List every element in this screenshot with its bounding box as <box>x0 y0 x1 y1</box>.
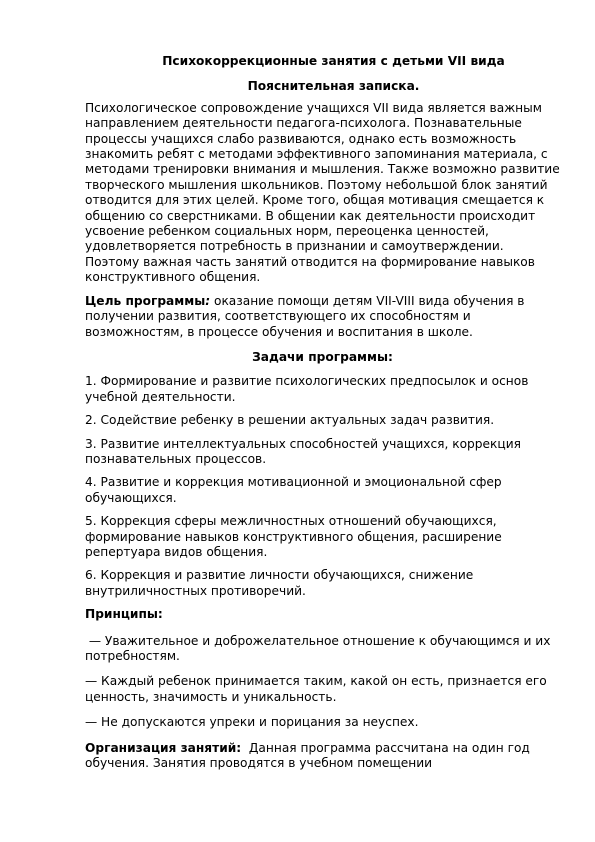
goal-text: оказание помощи детям VII-VIII вида обучения в получении развития, соответствующего их способностям и возможностям, в процессе обучения и воспитания в школе. <box>85 293 525 339</box>
task-item: 6. Коррекция и развитие личности обучающихся, снижение внутриличностных противоречий. <box>85 568 474 598</box>
goal-paragraph <box>85 294 560 340</box>
task-item: 2. Содействие ребенку в решении актуальных задач развития. <box>85 413 495 428</box>
document-title: Психокоррекционные занятия с детьми VII вида <box>162 54 505 68</box>
tasks-heading: Задачи программы: <box>252 349 393 364</box>
organization-label: Организация занятий: <box>85 740 242 755</box>
goal-label: Цель программы <box>85 293 206 308</box>
goal-colon: : <box>205 293 211 308</box>
task-item: 1. Формирование и развитие психологических предпосылок и основ учебной деятельности. <box>85 374 529 404</box>
document-subtitle: Пояснительная записка. <box>247 79 420 94</box>
organization-text: Данная программа рассчитана на один год обучения. Занятия проводятся в учебном помещении <box>85 740 534 771</box>
principle-item: — Каждый ребенок принимается таким, какой он есть, признается его ценность, значимость и уникальность. <box>85 674 547 704</box>
intro-paragraph: Психологическое сопровождение учащихся VII вида является важным направлением деятельности педагога-психолога. Познавательные процессы учащихся слабо развиваются, однако есть возможность знакомить ребят с методами эффективного запоминания материала, с методами тренировки внимания и мышления. Также возможно развитие творческого мышления школьников. Поэтому небольшой блок занятий отводится для этих целей. Кроме того, общая мотивация смещается к общению со сверстниками. В общении как деятельности происходит усвоение ребенком социальных норм, переоценка ценностей, удовлетворяется потребность в признании и самоутверждении. Поэтому важная часть занятий отводится на формирование навыков конструктивного общения. <box>85 100 560 285</box>
principle-item: — Уважительное и доброжелательное отношение к обучающимся и их потребностям. <box>85 633 555 663</box>
organization-paragraph <box>85 741 560 772</box>
task-item: 4. Развитие и коррекция мотивационной и эмоциональной сфер обучающихся. <box>85 475 502 505</box>
task-item: 3. Развитие интеллектуальных способностей учащихся, коррекция познавательных процессов. <box>85 436 521 466</box>
principle-item: — Не допускаются упреки и порицания за неуспех. <box>85 715 419 730</box>
document-content <box>85 54 560 771</box>
task-item: 5. Коррекция сферы межличностных отношений обучающихся, формирование навыков конструктивного общения, расширение репертуара видов общения. <box>85 514 502 559</box>
principles-heading: Принципы: <box>85 607 163 622</box>
